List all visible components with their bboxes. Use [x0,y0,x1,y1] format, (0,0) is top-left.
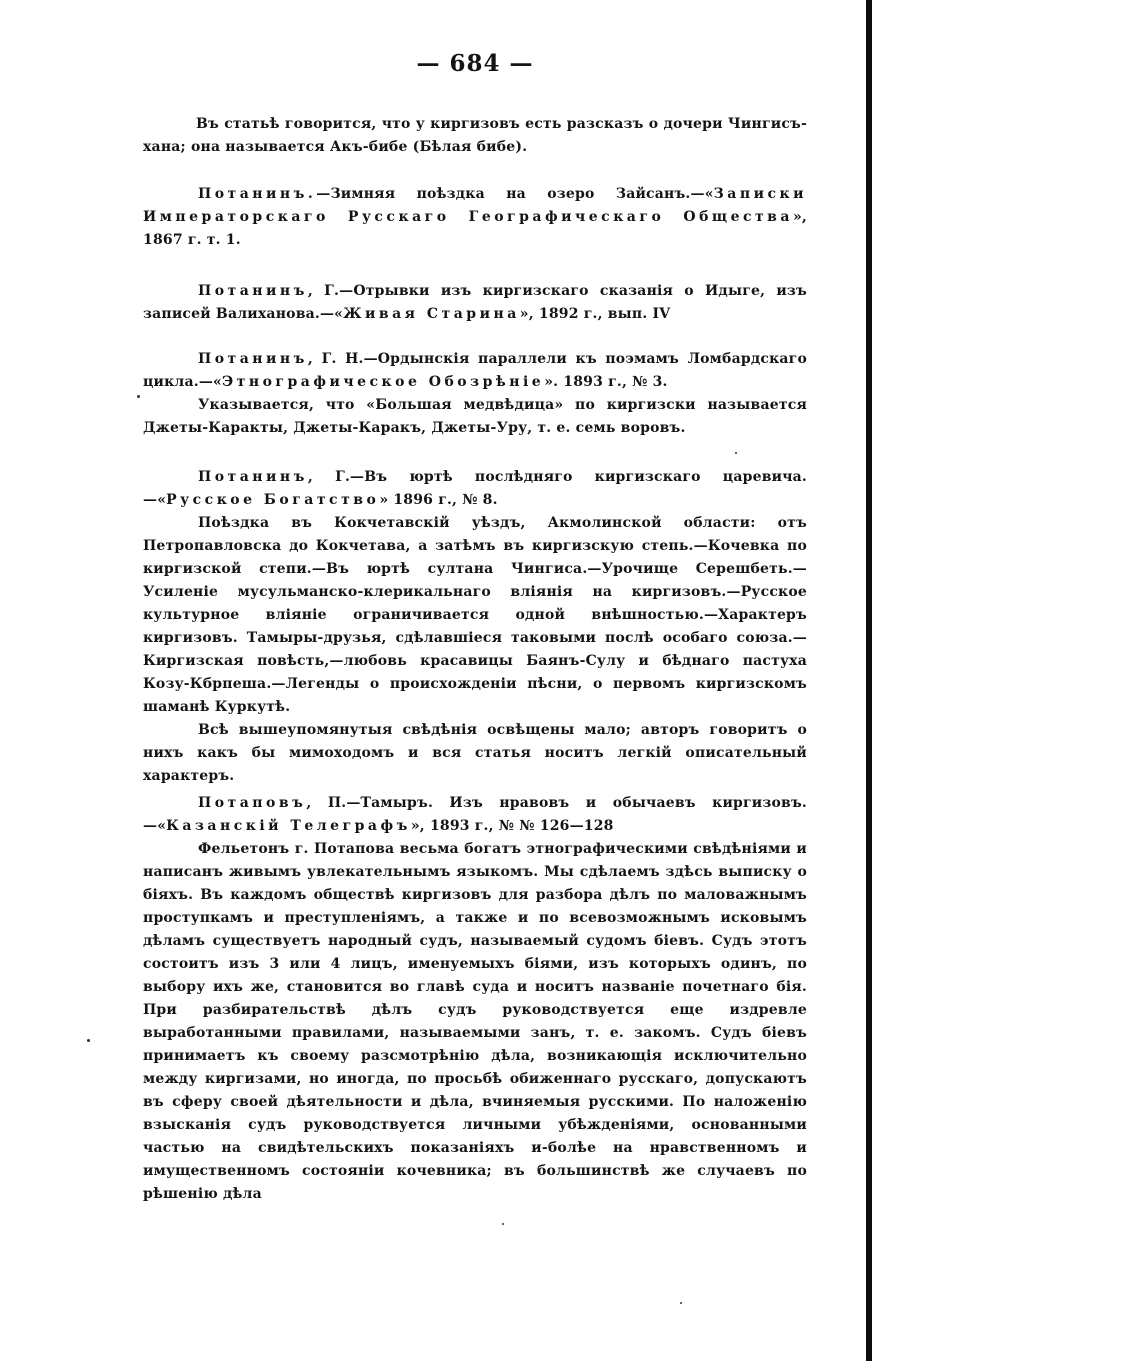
entry-author: Потанинъ [198,469,308,485]
bibliography-entry [143,280,807,326]
print-speck [137,395,140,398]
entry-author: Потанинъ [198,283,308,299]
entry-paragraph: Указывается, что «Большая медвѣдица» по киргизски называется Джеты-Каракты, Джеты-Каракъ, Джеты-Уру, т. е. семь воровъ. [143,397,807,436]
entry-details: », 1867 г. т. 1. [143,209,807,248]
bibliography-entry [143,113,807,159]
print-speck [680,1302,682,1304]
entry-journal: Казанскій Телеграфъ [166,818,411,834]
entry-details: » 1896 г., № 8. [379,492,498,508]
entry-paragraph: Въ статьѣ говорится, что у киргизовъ есть разсказъ о дочери Чингисъ-хана; она называется Акъ-бибе (Бѣлая бибе). [143,116,807,155]
bibliography-entry [143,466,807,788]
entry-paragraph: Поѣздка въ Кокчетавскій уѣздъ, Акмолинской области: отъ Петропавловска до Кокчетава, а затѣмъ въ киргизскую степь.—Кочевка по киргизской степи.—Въ юртѣ султана Чингиса.—Урочище Серешбеть.—Усиленіе мусульманско-клерикальнаго вліянія на киргизовъ.—Русское культурное вліяніе ограничивается одной внѣшностью.—Характеръ киргизовъ. Тамыры-друзья, сдѣлавшіеся таковыми послѣ особаго союза.—Киргизская повѣсть,—любовь красавицы Баянъ-Сулу и бѣднаго пастуха Козу-Кбрпеша.—Легенды о происхожденіи пѣсни, о первомъ киргизскомъ шаманѣ Куркутѣ. [143,515,807,715]
entry-title: , Г. Н.—Ордынскія параллели къ поэмамъ Ломбардскаго цикла.—« [143,351,807,390]
print-speck [502,1223,504,1225]
entry-journal: Записки Императорскаго Русскаго Географическаго Общества [143,186,807,225]
print-speck [87,1039,90,1042]
entry-title: —Зимняя поѣздка на озеро Зайсанъ.—« [316,186,714,202]
entry-author: Потаповъ [198,795,307,811]
entry-author: Потанинъ. [198,186,317,202]
page-number: — 684 — [416,50,534,77]
entry-citation [143,280,807,326]
entry-citation [143,183,807,252]
bibliography-entry [143,183,807,252]
entry-details: ». 1893 г., № 3. [544,374,668,390]
entry-journal: Этнографическое Обозрѣніе [222,374,545,390]
entry-details: », 1893 г., № № 126—128 [410,818,614,834]
print-speck [735,452,737,454]
entry-journal: Русское Богатство [166,492,380,508]
entry-title: , Г.—Отрывки изъ киргизскаго сказанія о Идыге, изъ записей Валиханова.—« [143,283,807,322]
entry-citation [143,466,807,512]
bibliography-entry [143,348,807,440]
bibliography-entry [143,792,807,1206]
entry-citation [143,792,807,838]
entry-title: , Г.—Въ юртѣ послѣдняго киргизскаго царевича.—« [143,469,807,508]
entry-author: Потанинъ [198,351,308,367]
binding-edge-line [866,0,872,1361]
entry-details: », 1892 г., вып. IV [519,306,671,322]
entry-paragraph: Фельетонъ г. Потапова весьма богатъ этнографическими свѣдѣніями и написанъ живымъ увлекательнымъ языкомъ. Мы сдѣлаемъ здѣсь выписку о біяхъ. Въ каждомъ обществѣ киргизовъ для разбора дѣлъ по маловажнымъ проступкамъ и преступленіямъ, а также и по всевозможнымъ исковымъ дѣламъ существуетъ народный судъ, называемый судомъ біевъ. Судъ этотъ состоитъ изъ 3 или 4 лицъ, именуемыхъ біями, изъ которыхъ одинъ, по выбору ихъ же, становится во главѣ суда и носитъ названіе почетнаго бія. При разбирательствѣ дѣлъ судъ руководствуется еще издревле выработанными правилами, называемыми занъ, т. е. закомъ. Судъ біевъ принимаетъ къ своему разсмотрѣнію дѣла, возникающія исключительно между киргизами, но иногда, по просьбѣ обиженнаго русскаго, допускаютъ въ сферу своей дѣятельности и дѣла, вчиняемыя русскими. По наложенію взысканія судъ руководствуется личными убѣжденіями, основанными частью на свидѣтельскихъ показаніяхъ и-болѣе на нравственномъ и имущественномъ состояніи кочевника; въ большинствѣ же случаевъ по рѣшенію дѣла [143,841,807,1202]
entry-citation [143,348,807,394]
entry-journal: Живая Старина [343,306,520,322]
entry-paragraph: Всѣ вышеупомянутыя свѣдѣнія освѣщены мало; авторъ говоритъ о нихъ какъ бы мимоходомъ и вся статья носитъ легкій описательный характеръ. [143,722,807,784]
entry-title: , П.—Тамыръ. Изъ нравовъ и обычаевъ киргизовъ.—« [143,795,807,834]
